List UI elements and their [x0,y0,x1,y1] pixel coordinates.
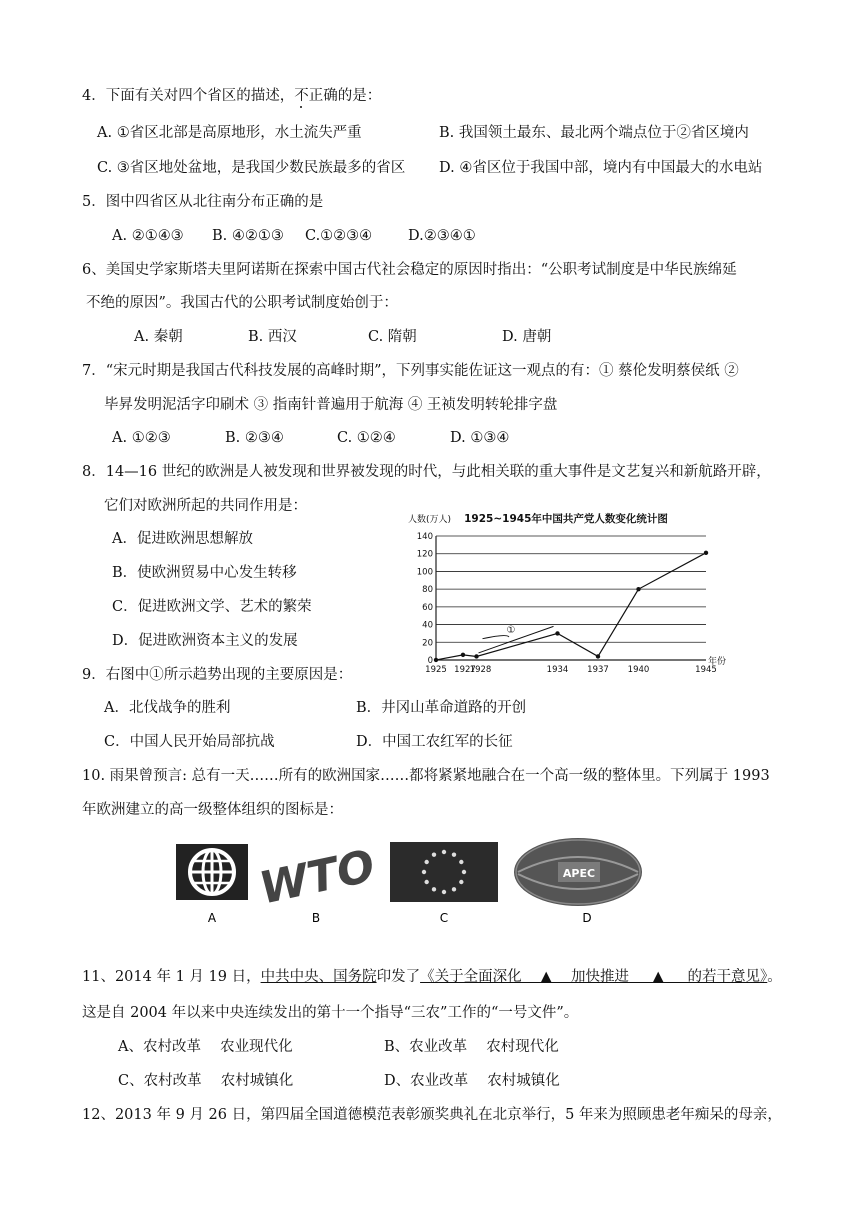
q9-stem: 9．右图中①所示趋势出现的主要原因是： [82,667,353,683]
eu-star [452,887,456,891]
q6-option-a[interactable]: A. 秦朝 [134,329,183,345]
q4-emphasis-char: 不 [294,88,309,104]
chart-x-tick-label: 1945 [695,665,717,675]
q11-stem-line1 [82,967,782,987]
chart-y-tick-label: 20 [422,638,433,649]
q4-option-b[interactable]: B. 我国领土最东、最北两个端点位于②省区境内 [439,125,749,141]
logo-label-d: D [582,911,592,925]
q6-stem-line1: 6、美国史学家斯塔夫里阿诺斯在探索中国古代社会稳定的原因时指出：“公职考试制度是中华民族绵延 [82,262,737,278]
q4-stem [82,86,381,106]
q6-option-b[interactable]: B. 西汉 [248,329,297,345]
q6-stem-line2: 不绝的原因”。我国古代的公职考试制度始创于： [86,295,398,311]
q8-option-a[interactable]: A．促进欧洲思想解放 [112,531,253,547]
q7-option-c[interactable]: C. ①②④ [337,430,396,446]
q10-stem-line1: 10. 雨果曾预言: 总有一天……所有的欧洲国家……都将紧紧地融合在一个高一级的整体里。下列属于 1993 [82,768,770,784]
q8-option-c[interactable]: C．促进欧洲文学、艺术的繁荣 [112,599,312,615]
logo-label-c: C [439,911,449,925]
q5-option-b[interactable]: B. ④②①③ [212,228,284,244]
chart-x-tick-label: 1925 [425,665,447,675]
q11-document-title: 《关于全面深化 ▲ 加快推进 ▲ 的若干意见》 [420,969,768,985]
q5-option-a[interactable]: A. ②①④③ [112,228,184,244]
chart-data-point [461,653,465,657]
chart-y-tick-label: 100 [416,567,433,578]
q11-option-b[interactable]: B、农业改革 农村现代化 [384,1039,559,1055]
q7-option-a[interactable]: A. ①②③ [112,430,171,446]
q11-org: 中共中央、国务院 [260,969,377,985]
chart-y-tick-label: 40 [422,620,433,631]
logo-d-apec-icon[interactable] [514,838,642,906]
eu-star [462,870,466,874]
logo-a-globe-icon[interactable] [176,844,248,900]
q8-stem-line1: 8．14—16 世纪的欧洲是人被发现和世界被发现的时代，与此相关联的重大事件是文艺复兴和新航路开辟， [82,464,771,480]
chart-data-point [704,551,708,555]
chart-data-point [434,658,438,662]
q5-stem: 5．图中四省区从北往南分布正确的是 [82,194,324,210]
q8-option-d[interactable]: D．促进欧洲资本主义的发展 [112,633,298,649]
q6-option-d[interactable]: D. 唐朝 [502,329,552,345]
q4-stem-text: 4．下面有关对四个省区的描述， [82,88,295,104]
q7-option-b[interactable]: B. ②③④ [225,430,284,446]
apec-logo-text: APEC [562,867,596,880]
chart-data-point [555,631,559,635]
chart-series-line [436,553,706,660]
q11-stem-line2: 这是自 2004 年以来中央连续发出的第十一个指导“三农”工作的“一号文件”。 [82,1005,579,1021]
q4-stem-rest: 正确的是： [308,88,382,104]
q7-stem-line1: 7．“宋元时期是我国古代科技发展的高峰时期”，下列事实能佐证这一观点的有：① 蔡伦发明蔡侯纸 ② [82,363,739,379]
q10-stem-line2: 年欧洲建立的高一级整体组织的图标是： [82,802,343,818]
q9-option-c[interactable]: C．中国人民开始局部抗战 [104,734,275,750]
eu-star [442,890,446,894]
eu-star [442,850,446,854]
chart-y-tick-label: 0 [427,656,433,666]
chart-y-tick-label: 80 [422,585,433,596]
q5-option-d[interactable]: D.②③④① [408,228,476,244]
q4-option-a[interactable]: A. ①省区北部是高原地形，水土流失严重 [97,125,362,141]
chart-y-tick-label: 60 [422,602,433,613]
q11-date: 11、2014 年 1 月 19 日， [82,969,261,985]
q11-end: 。 [767,969,782,985]
q7-stem-line2: 毕昇发明泥活字印刷术 ③ 指南针普遍用于航海 ④ 王祯发明转轮排字盘 [104,397,558,413]
eu-star [459,880,463,884]
chart-y-tick-label: 140 [416,532,433,542]
eu-star [424,860,428,864]
q11-verb: 印发了 [376,969,421,985]
q8-stem-line2: 它们对欧洲所起的共同作用是： [104,498,307,514]
chart-data-point [636,587,640,591]
eu-star [424,880,428,884]
q5-option-c[interactable]: C.①②③④ [305,228,373,244]
eu-star [452,852,456,856]
chart-annotation-brace [483,636,510,639]
logo-b-wto-icon[interactable] [255,840,379,914]
chart-x-label: 年份 [708,657,727,667]
logo-c-eu-flag-icon[interactable] [390,842,498,902]
q9-option-b[interactable]: B．井冈山革命道路的开创 [356,700,527,716]
q4-option-c[interactable]: C. ③省区地处盆地，是我国少数民族最多的省区 [97,160,406,176]
q11-option-a[interactable]: A、农村改革 农业现代化 [118,1039,293,1055]
chart-x-tick-label: 1927 [454,665,476,675]
chart-data-point [474,654,478,658]
chart-x-tick-label: 1940 [627,665,650,675]
chart-data-point [596,654,600,658]
chart-x-tick-label: 1928 [469,665,492,675]
eu-star [422,870,426,874]
wto-logo-text: WTO [255,840,380,915]
chart-trend-arrow [479,626,554,653]
chart-y-tick-label: 120 [416,549,433,560]
organization-logos [168,832,643,928]
chart-x-tick-label: 1937 [587,665,609,675]
eu-star [432,887,436,891]
q4-option-d[interactable]: D. ④省区位于我国中部，境内有中国最大的水电站 [439,160,763,176]
q8-option-b[interactable]: B．使欧洲贸易中心发生转移 [112,565,297,581]
chart-y-label: 人数(万人) [408,515,452,525]
party-membership-chart [406,510,727,680]
eu-star [432,852,436,856]
q11-option-c[interactable]: C、农村改革 农村城镇化 [118,1073,294,1089]
logo-label-a: A [207,911,217,925]
q9-option-a[interactable]: A．北伐战争的胜利 [104,700,231,716]
logo-label-b: B [311,911,321,925]
chart-title: 1925~1945年中国共产党人数变化统计图 [464,513,668,525]
chart-x-tick-label: 1934 [546,665,569,675]
q7-option-d[interactable]: D. ①③④ [450,430,510,446]
q12-stem-line1: 12、2013 年 9 月 26 日，第四届全国道德模范表彰颁奖典礼在北京举行，5 年来为照顾患老年痴呆的母亲， [82,1107,782,1123]
q11-option-d[interactable]: D、农业改革 农村城镇化 [384,1073,560,1089]
chart-annotation: ① [506,625,516,637]
eu-star [459,860,463,864]
q6-option-c[interactable]: C. 隋朝 [368,329,417,345]
q9-option-d[interactable]: D．中国工农红军的长征 [356,734,513,750]
